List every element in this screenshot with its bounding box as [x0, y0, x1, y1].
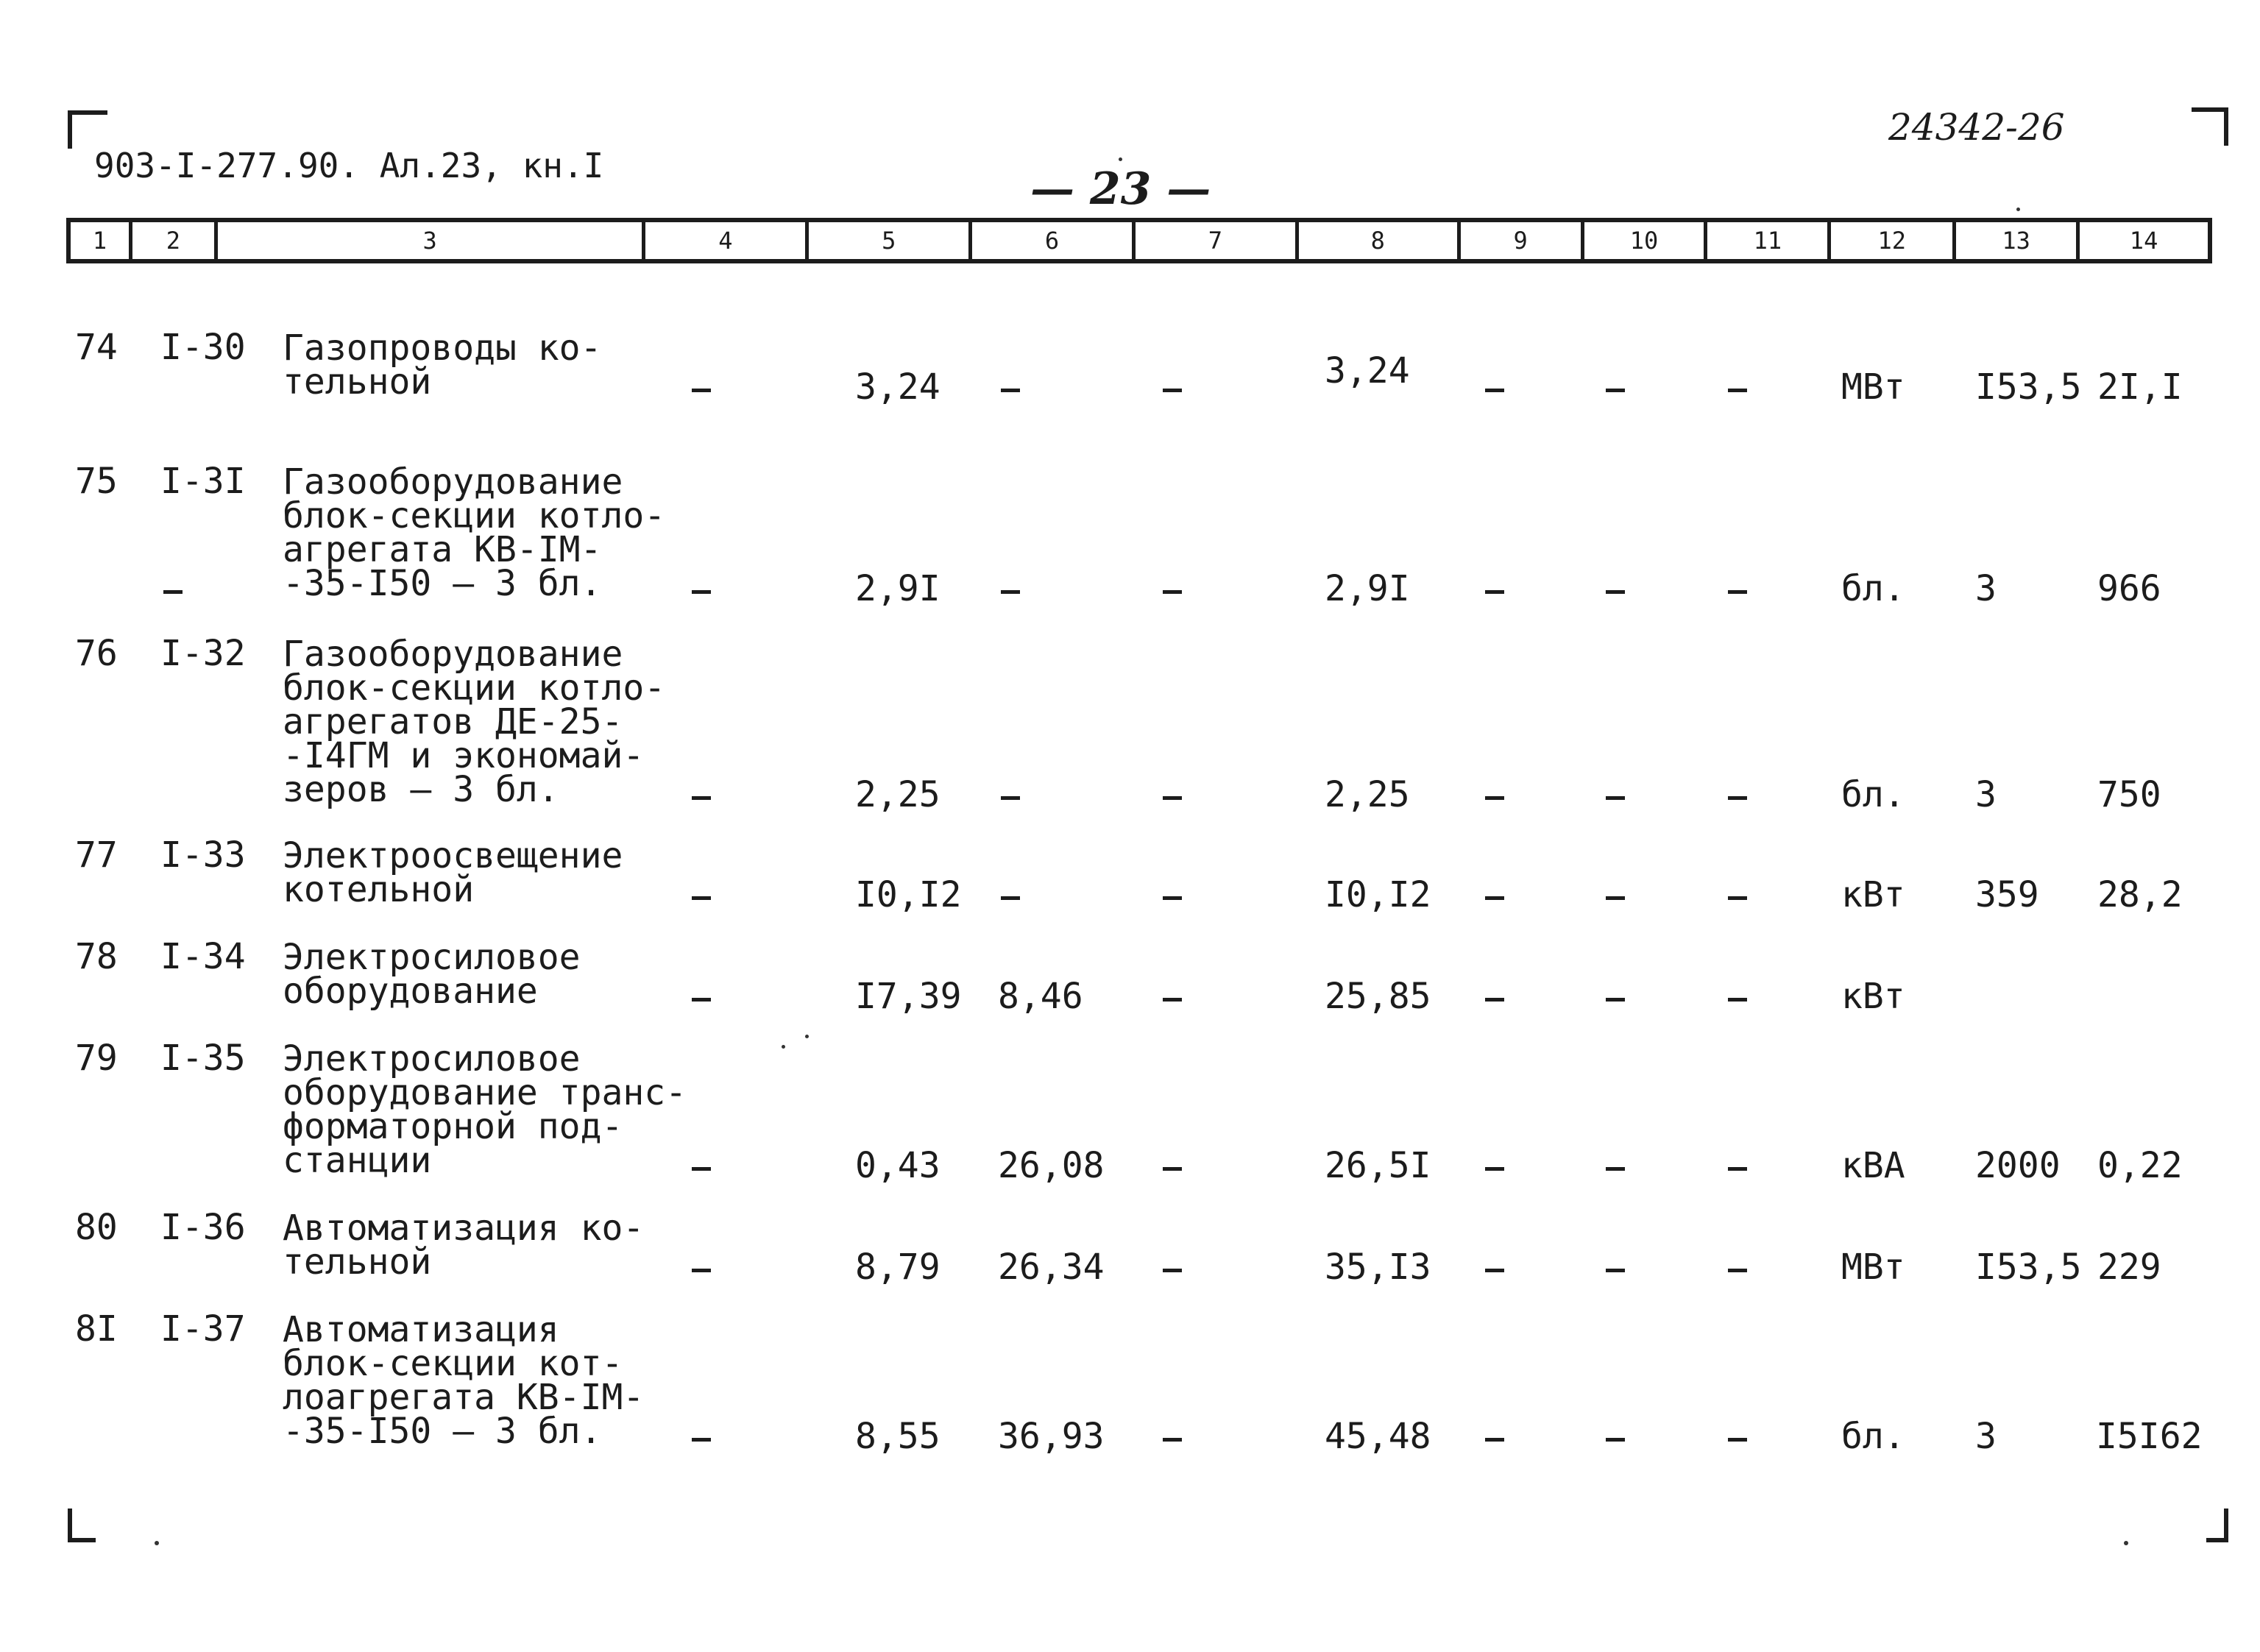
scan-speck — [805, 1035, 809, 1038]
dash-mark — [1728, 1167, 1747, 1171]
value-col-8: 2,25 — [1325, 774, 1410, 815]
dash-mark — [1001, 896, 1020, 900]
dash-mark — [1606, 1438, 1625, 1442]
column-header: 14 — [2129, 227, 2158, 255]
dash-mark — [1606, 389, 1625, 392]
value-col-5: 2,9I — [855, 568, 941, 609]
unit-col-12: кВА — [1841, 1145, 1905, 1186]
value-col-6: 26,08 — [998, 1145, 1105, 1186]
value-col-14: 229 — [2097, 1247, 2161, 1288]
row-description-line: Газопроводы ко- — [283, 327, 602, 369]
row-number: 79 — [75, 1038, 118, 1079]
column-header: 4 — [645, 222, 809, 259]
value-col-6: 36,93 — [998, 1416, 1105, 1457]
dash-mark — [692, 896, 711, 900]
row-description-line: -35-I50 – 3 бл. — [283, 1411, 602, 1452]
dash-mark — [1485, 796, 1504, 800]
value-col-5: 2,25 — [855, 774, 941, 815]
row-code: I-32 — [160, 633, 246, 674]
value-col-5: 0,43 — [855, 1145, 941, 1186]
value-col-13: 3 — [1975, 774, 1997, 815]
dash-mark — [1728, 896, 1747, 900]
value-col-5: I7,39 — [855, 976, 962, 1017]
dash-mark — [1001, 389, 1020, 392]
dash-mark — [692, 1269, 711, 1272]
value-col-6: 26,34 — [998, 1247, 1105, 1288]
dash-mark — [1163, 1167, 1182, 1171]
dash-mark — [1728, 998, 1747, 1002]
dash-mark — [1163, 896, 1182, 900]
dash-mark — [1606, 1167, 1625, 1171]
row-number: 74 — [75, 327, 118, 368]
row-number: 77 — [75, 834, 118, 876]
column-header: 9 — [1461, 222, 1584, 259]
value-col-14: I5I62 — [2096, 1416, 2203, 1457]
column-header: 1 — [71, 222, 132, 259]
row-description-line: -I4ГМ и экономай- — [283, 735, 645, 776]
corner-mark-bottom-left — [68, 1509, 96, 1542]
dash-mark — [692, 590, 711, 594]
value-col-13: 359 — [1975, 874, 2039, 915]
dash-mark — [1163, 389, 1182, 392]
column-header: 2 — [132, 222, 218, 259]
column-header: 3 — [218, 222, 646, 259]
dash-mark — [1485, 998, 1504, 1002]
dash-mark — [1485, 590, 1504, 594]
row-description-line: форматорной под- — [283, 1106, 623, 1147]
value-col-8: 35,I3 — [1325, 1247, 1431, 1288]
dash-mark — [1163, 1269, 1182, 1272]
row-code: I-30 — [160, 327, 246, 368]
row-description-line: оборудование транс- — [283, 1072, 687, 1113]
dash-mark — [1606, 998, 1625, 1002]
value-col-8: I0,I2 — [1325, 874, 1431, 915]
unit-col-12: бл. — [1841, 1416, 1905, 1457]
dash-mark — [1163, 590, 1182, 594]
dash-mark — [1728, 1269, 1747, 1272]
row-description-line: Газооборудование — [283, 461, 623, 503]
dash-mark — [1606, 896, 1625, 900]
dash-mark — [1728, 590, 1747, 594]
page-number: — 23 — — [1030, 163, 1211, 215]
column-header: 11 — [1707, 222, 1831, 259]
row-code: I-37 — [160, 1308, 246, 1350]
column-header: 7 — [1136, 222, 1299, 259]
dash-mark — [692, 998, 711, 1002]
value-col-14: 2I,I — [2097, 366, 2183, 408]
value-col-8: 45,48 — [1325, 1416, 1431, 1457]
row-number: 80 — [75, 1207, 118, 1248]
value-col-5: 8,79 — [855, 1247, 941, 1288]
dash-mark — [692, 1438, 711, 1442]
row-code: I-35 — [160, 1038, 246, 1079]
scan-speck — [1119, 157, 1122, 161]
value-col-13: I53,5 — [1975, 1247, 2082, 1288]
row-code: I-34 — [160, 936, 246, 977]
dash-mark — [1485, 1269, 1504, 1272]
value-col-5: I0,I2 — [855, 874, 962, 915]
dash-mark — [1606, 796, 1625, 800]
row-description-line: зеров – 3 бл. — [283, 769, 559, 810]
row-description-line: лоагрегата КВ-IM- — [283, 1377, 645, 1418]
row-description-line: Электросиловое — [283, 1038, 581, 1080]
corner-mark-top-left — [68, 110, 107, 149]
dash-mark — [1606, 590, 1625, 594]
scan-speck — [2124, 1541, 2128, 1545]
value-col-5: 3,24 — [855, 366, 941, 408]
row-description-line: Автоматизация — [283, 1309, 559, 1350]
column-header: 13 — [1956, 222, 2080, 259]
value-col-14: 750 — [2097, 774, 2161, 815]
column-header: 6 — [972, 222, 1136, 259]
column-header-strip — [66, 218, 2212, 263]
row-number: 8I — [75, 1308, 118, 1350]
dash-mark — [1163, 1438, 1182, 1442]
dash-mark — [1606, 1269, 1625, 1272]
scan-speck — [782, 1045, 785, 1049]
row-number: 78 — [75, 936, 118, 977]
row-description-line: оборудование — [283, 971, 538, 1012]
value-col-13: 3 — [1975, 1416, 1997, 1457]
row-number: 76 — [75, 633, 118, 674]
unit-col-12: МВт — [1841, 1247, 1905, 1288]
unit-col-12: бл. — [1841, 774, 1905, 815]
dash-mark — [1163, 796, 1182, 800]
row-description-line: -35-I50 – 3 бл. — [283, 563, 602, 604]
dash-mark — [1728, 796, 1747, 800]
document-code: 903-I-277.90. Ал.23, кн.I — [94, 146, 604, 185]
dash-mark — [692, 389, 711, 392]
dash-mark — [1728, 1438, 1747, 1442]
row-code: I-33 — [160, 834, 246, 876]
dash-mark — [1485, 1438, 1504, 1442]
row-description-line: тельной — [283, 1241, 432, 1283]
value-col-5: 8,55 — [855, 1416, 941, 1457]
unit-col-12: кВт — [1841, 976, 1905, 1017]
column-header: 10 — [1584, 222, 1708, 259]
row-description-line: блок-секции кот- — [283, 1343, 623, 1384]
dash-mark — [1485, 1167, 1504, 1171]
row-code: I-36 — [160, 1207, 246, 1248]
row-number: 75 — [75, 461, 118, 502]
value-col-13: I53,5 — [1975, 366, 2082, 408]
dash-mark — [1485, 896, 1504, 900]
row-description-line: Автоматизация ко- — [283, 1208, 645, 1249]
value-col-14: 0,22 — [2097, 1145, 2183, 1186]
dash-mark — [163, 590, 183, 594]
dash-mark — [1001, 796, 1020, 800]
value-col-8: 25,85 — [1325, 976, 1431, 1017]
row-code: I-3I — [160, 461, 246, 502]
dash-mark — [1485, 389, 1504, 392]
row-description-line: блок-секции котло- — [283, 667, 666, 709]
unit-col-12: кВт — [1841, 874, 1905, 915]
column-header: 12 — [1831, 222, 1956, 259]
value-col-13: 3 — [1975, 568, 1997, 609]
dash-mark — [1163, 998, 1182, 1002]
dash-mark — [692, 1167, 711, 1171]
unit-col-12: бл. — [1841, 568, 1905, 609]
row-description-line: Электроосвещение — [283, 835, 623, 876]
value-col-8: 2,9I — [1325, 568, 1410, 609]
column-header: 8 — [1299, 222, 1461, 259]
row-description-line: тельной — [283, 361, 432, 403]
row-description-line: агрегата КВ-IM- — [283, 529, 602, 570]
corner-mark-bottom-right — [2206, 1509, 2228, 1542]
value-col-8: 3,24 — [1325, 350, 1410, 391]
scan-speck — [2016, 208, 2020, 211]
scan-speck — [155, 1541, 159, 1545]
row-description-line: станции — [283, 1140, 432, 1181]
row-description-line: агрегатов ДЕ-25- — [283, 701, 623, 742]
row-description-line: Электросиловое — [283, 937, 581, 978]
value-col-13: 2000 — [1975, 1145, 2061, 1186]
row-description-line: котельной — [283, 869, 475, 910]
value-col-8: 26,5I — [1325, 1145, 1431, 1186]
corner-mark-top-right — [2192, 107, 2228, 146]
dash-mark — [1001, 590, 1020, 594]
row-description-line: блок-секции котло- — [283, 495, 666, 536]
row-description-line: Газооборудование — [283, 634, 623, 675]
value-col-14: 966 — [2097, 568, 2161, 609]
value-col-6: 8,46 — [998, 976, 1083, 1017]
value-col-14: 28,2 — [2097, 874, 2183, 915]
column-header: 5 — [809, 222, 972, 259]
archive-number: 24342-26 — [1888, 106, 2065, 149]
unit-col-12: МВт — [1841, 366, 1905, 408]
dash-mark — [692, 796, 711, 800]
dash-mark — [1728, 389, 1747, 392]
